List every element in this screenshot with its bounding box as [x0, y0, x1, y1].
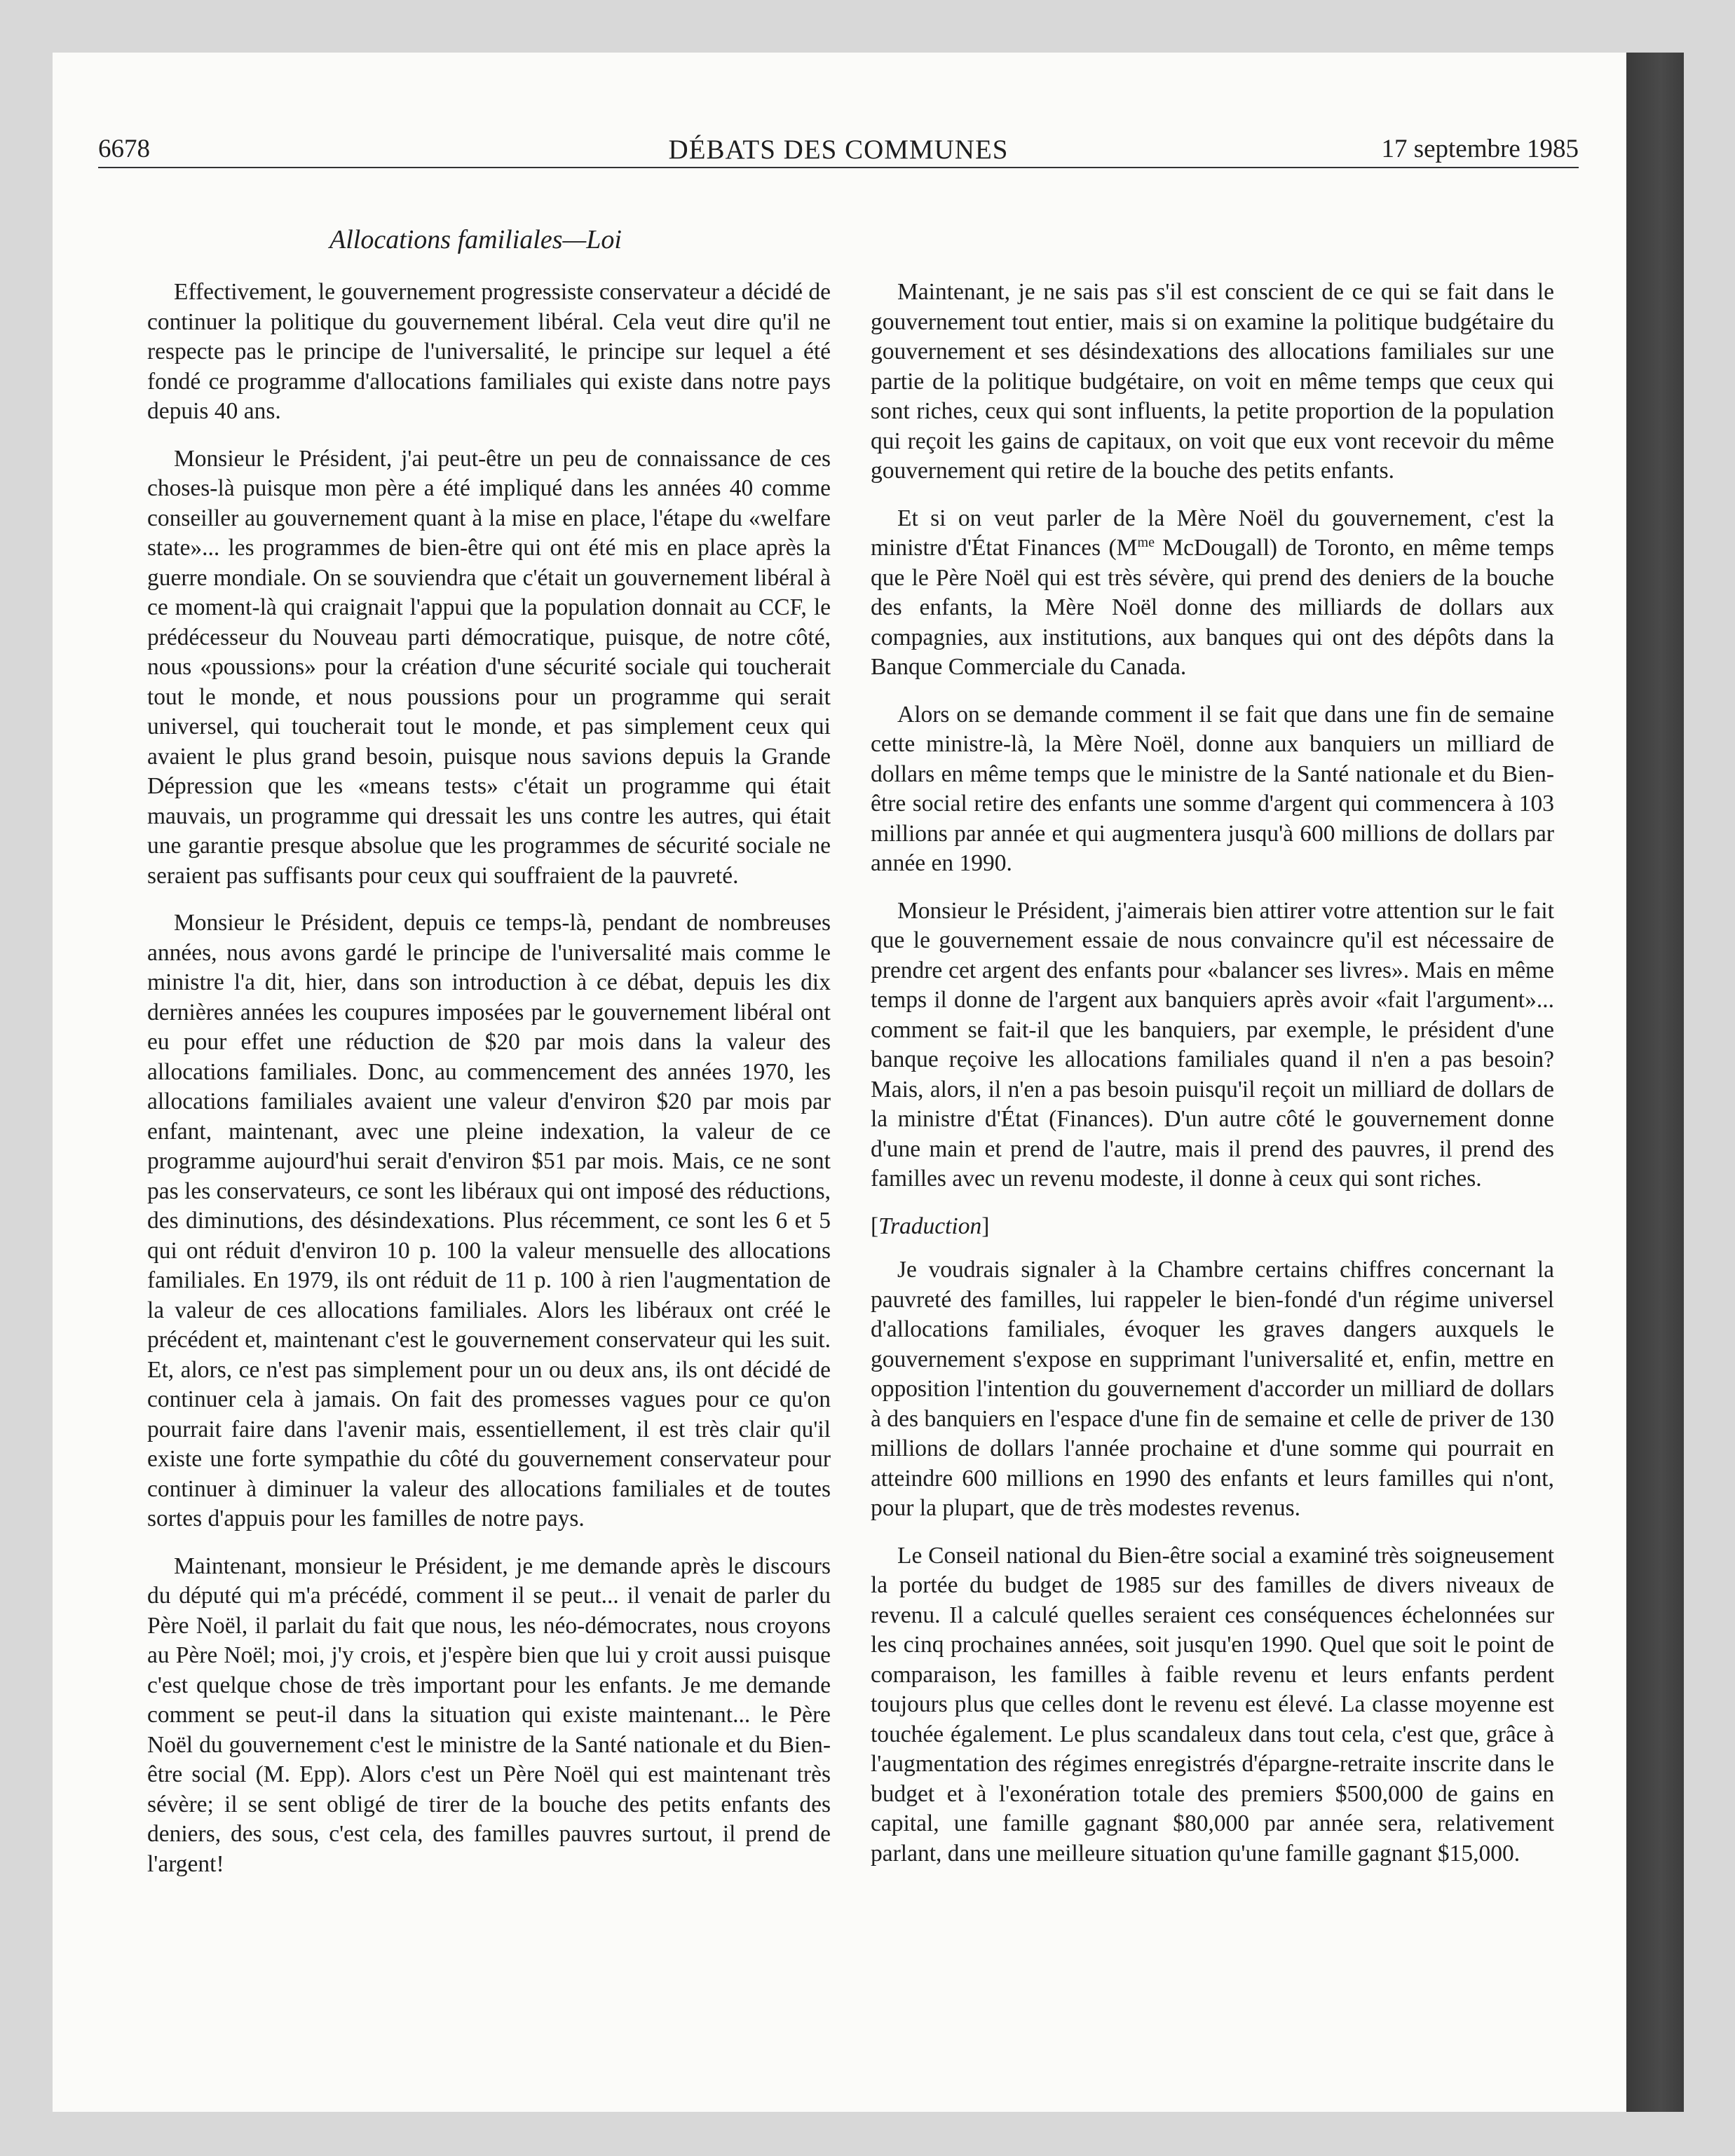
paragraph: Alors on se demande comment il se fait que dans une fin de semaine cette ministre-là, la Mère Noël, donne aux banquiers un milliard de dollars en même temps que le ministre de la Santé nationale et du Bien-être social retire des enfants une somme d'argent qui commencera à 103 millions par année et qui augmentera jusqu'à 600 millions de dollars par année en 1990.: [871, 701, 1554, 876]
bracket-close: ]: [981, 1213, 990, 1239]
translation-marker: [871, 1212, 1554, 1242]
header-date: 17 septembre 1985: [1381, 135, 1579, 163]
paragraph: Effectivement, le gouvernement progressiste conservateur a décidé de continuer la politique du gouvernement libéral. Cela veut dire qu'il ne respecte pas le principe de l'universalité, le principe sur lequel a été fondé ce programme d'allocations familiales qui existe dans notre pays depuis 40 ans.: [147, 279, 831, 424]
left-column: [147, 278, 831, 1897]
right-column: [871, 278, 1554, 1886]
page-header: [98, 125, 1579, 168]
paragraph: Monsieur le Président, j'aimerais bien attirer votre attention sur le fait que le gouvernement essaie de nous convaincre qu'il est nécessaire de prendre cet argent des enfants pour «balancer ses livres». Mais en même temps il donne de l'argent aux banquiers après avoir «fait l'argument»... comment se fait-il que les banquiers, par exemple, le président d'une banque reçoive les allocations familiales quand il n'en a pas besoin? Mais, alors, il n'en a pas besoin puisqu'il reçoit un milliard de dollars de la ministre d'État (Finances). D'un autre côté le gouvernement donne d'une main et prend de l'autre, mais il prend des pauvres, il prend des familles avec un revenu modeste, il donne à ceux qui sont riches.: [871, 897, 1554, 1192]
paragraph: Maintenant, monsieur le Président, je me demande après le discours du député qui m'a précédé, comment il se peut... il venait de parler du Père Noël, il parlait du fait que nous, les néo-démocrates, nous croyons au Père Noël; moi, j'y crois, et j'espère bien que lui y croit aussi puisque c'est quelque chose de très important pour les enfants. Je me demande comment se peut-il dans la situation qui existe maintenant... le Père Noël du gouvernement c'est le ministre de la Santé nationale et du Bien-être social (M. Epp). Alors c'est un Père Noël qui est maintenant très sévère; il se sent obligé de tirer de la bouche des petits enfants des deniers, des sous, c'est cela, des familles pauvres surtout, il prend de l'argent!: [147, 1553, 831, 1877]
paragraph: [871, 504, 1554, 683]
paragraph: Je voudrais signaler à la Chambre certains chiffres concernant la pauvreté des familles, lui rappeler le bien-fondé d'un régime universel d'allocations familiales, évoquer les graves dangers auxquels le gouvernement s'expose en supprimant l'universalité et, enfin, mettre en opposition l'intention du gouvernement d'accorder un milliard de dollars à des banquiers en l'espace d'une fin de semaine et celle de priver de 130 millions de dollars l'année prochaine et d'une somme qui pourrait en atteindre 600 millions en 1990 des enfants et leurs familles qui n'ont, pour la plupart, que de très modestes revenus.: [871, 1257, 1554, 1521]
paragraph: Monsieur le Président, j'ai peut-être un peu de connaissance de ces choses-là puisque mon père a été impliqué dans les années 40 comme conseiller au gouvernement quant à la mise en place, l'étape du «welfare state»... les programmes de bien-être qui ont été mis en place après la guerre mondiale. On se souviendra que c'était un gouvernement libéral à ce moment-là qui craignait l'appui que la population donnait au CCF, le prédécesseur du Nouveau parti démocratique, puisque, de notre côté, nous «poussions» pour la création d'une sécurité sociale qui toucherait tout le monde, et nous poussions pour un programme qui serait universel, qui toucherait tout le monde, et pas simplement ceux qui avaient le plus grand besoin, puisque nous savions depuis la Grande Dépression que les «means tests» c'était un programme qui était mauvais, un programme qui dressait les uns contre les autres, qui était une garantie presque absolue que les programmes de sécurité sociale ne seraient pas suffisants pour ceux qui souffraient de la pauvreté.: [147, 445, 831, 889]
paragraph: Monsieur le Président, depuis ce temps-là, pendant de nombreuses années, nous avons gardé le principe de l'universalité mais comme le ministre l'a dit, hier, dans son introduction à ce débat, depuis les dix dernières années les coupures imposées par le gouvernement libéral ont eu pour effet une réduction de $20 par mois dans la valeur des allocations familiales. Donc, au commencement des années 1970, les allocations familiales avaient une valeur d'environ $20 par mois par enfant, maintenant, avec une pleine indexation, la valeur de ce programme aujourd'hui serait d'environ $51 par mois. Mais, ce ne sont pas les conservateurs, ce sont les libéraux qui ont imposé des réductions, des diminutions, des désindexations. Plus récemment, ce sont les 6 et 5 qui ont réduit d'environ 10 p. 100 la valeur mensuelle des allocations familiales. En 1979, ils ont réduit de 11 p. 100 à rien l'augmentation de la valeur de ces allocations familiales. Alors les libéraux ont créé le précédent et, maintenant c'est le gouvernement conservateur qui les suit. Et, alors, ce n'est pas simplement pour un ou deux ans, ils ont décidé de continuer cela à jamais. On fait des promesses vagues pour ce qu'on pourrait faire dans l'avenir mais, essentiellement, il est très clair qu'il existe une forte sympathie du côté du gouvernement conservateur pour continuer à diminuer la valeur des allocations familiales et de toutes sortes d'appuis pour les familles de notre pays.: [147, 910, 831, 1531]
running-title: Allocations familiales—Loi: [329, 225, 622, 254]
scan-edge-shadow: [1626, 53, 1684, 2112]
publication-title: DÉBATS DES COMMUNES: [668, 135, 1009, 165]
paragraph-text: McDougall) de Toronto, en même temps que le Père Noël qui est très sévère, qui prend des deniers de la bouche des enfants, la Mère Noël donne des milliards de dollars aux compagnies, aux institutions, aux banques qui ont des dépôts dans la Banque Commerciale du Canada.: [871, 535, 1554, 680]
superscript: me: [1137, 534, 1155, 550]
paragraph-text: Et si on veut parler de la Mère Noël du gouvernement, c'est la ministre d'État Finances (M: [871, 505, 1554, 561]
paragraph: Maintenant, je ne sais pas s'il est conscient de ce qui se fait dans le gouvernement tout entier, mais si on examine la politique budgétaire du gouvernement et ses désindexations des allocations familiales sur une partie de la politique budgétaire, on voit en même temps que ceux qui sont riches, ceux qui sont influents, la petite proportion de la population qui reçoit les gains de capitaux, on voit que eux vont recevoir du même gouvernement qui retire de la bouche des petits enfants.: [871, 279, 1554, 484]
bracket-open: [: [871, 1213, 879, 1239]
page-number: 6678: [98, 135, 150, 163]
translation-label: Traduction: [878, 1213, 982, 1239]
paragraph: Le Conseil national du Bien-être social a examiné très soigneusement la portée du budget de 1985 sur des familles de divers niveaux de revenu. Il a calculé quelles seraient ces conséquences échelonnées sur les cinq prochaines années, soit jusqu'en 1990. Quel que soit le point de comparaison, les familles à faible revenu et leurs enfants perdent toujours plus que celles dont le revenu est élevé. La classe moyenne est touchée également. Le plus scandaleux dans tout cela, c'est que, grâce à l'augmentation des régimes enregistrés d'épargne-retraite inscrite dans le budget et à l'exonération totale des premiers $500,000 de gains en capital, une famille gagnant $80,000 par année sera, relativement parlant, dans une meilleure situation qu'une famille gagnant $15,000.: [871, 1542, 1554, 1867]
